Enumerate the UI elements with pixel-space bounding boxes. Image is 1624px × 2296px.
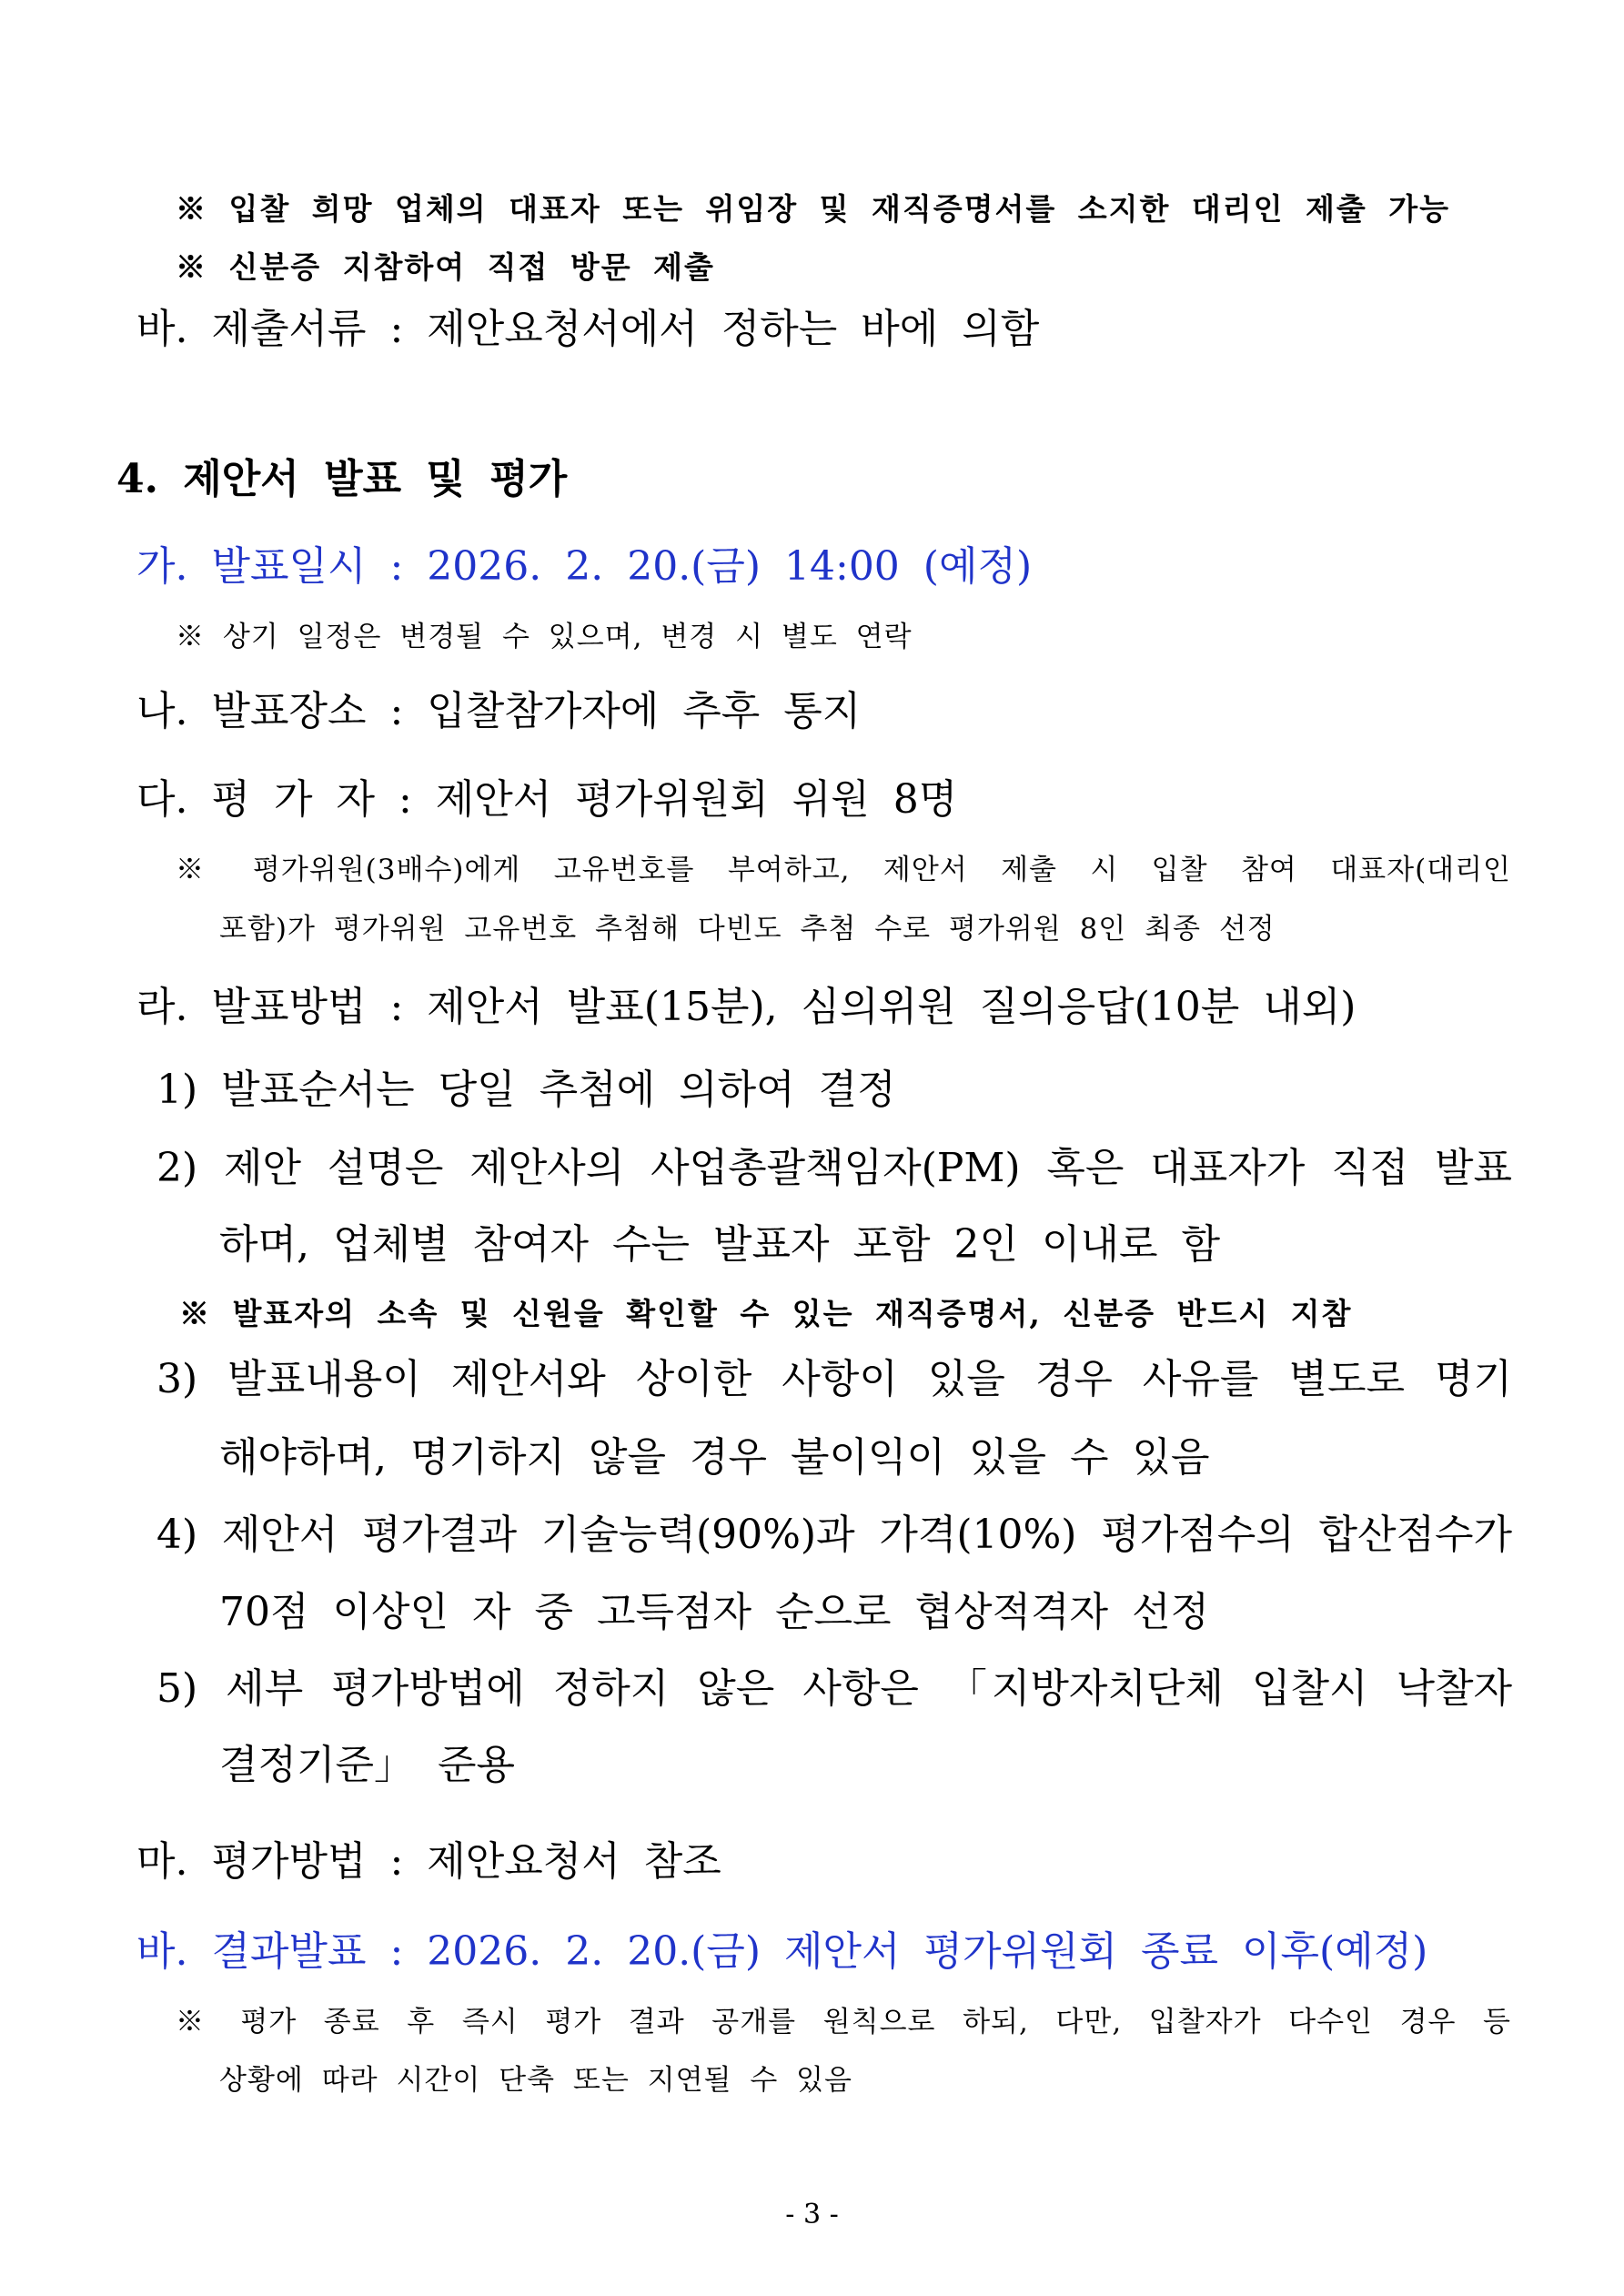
item-submission-documents: 바. 제출서류 : 제안요청서에서 정하는 바에 의함 — [136, 306, 1040, 352]
method-step-3-continued: 해야하며, 명기하지 않을 경우 불이익이 있을 수 있음 — [219, 1434, 1210, 1481]
note-evaluator-selection-continued: 포함)가 평가위원 고유번호 추첨해 다빈도 추첨 수로 평가위원 8인 최종 선정 — [219, 913, 1276, 946]
method-step-1: 1) 발표순서는 당일 추첨에 의하여 결정 — [156, 1067, 896, 1113]
page-number: - 3 - — [785, 2199, 839, 2230]
method-step-2: 2) 제안 설명은 제안사의 사업총괄책임자(PM) 혹은 대표자가 직접 발표 — [156, 1145, 1512, 1191]
note-id-required: ※ 신분증 지참하여 직접 방문 제출 — [176, 249, 715, 285]
method-step-5: 5) 세부 평가방법에 정하지 않은 사항은 「지방자치단체 입찰시 낙찰자 — [156, 1665, 1512, 1712]
note-representative-submission: ※ 입찰 희망 업체의 대표자 또는 위임장 및 재직증명서를 소지한 대리인 제출 가능 — [176, 191, 1450, 227]
item-result-announcement: 바. 결과발표 : 2026. 2. 20.(금) 제안서 평가위원회 종료 이후(예정) — [136, 1928, 1428, 1975]
method-step-5-continued: 결정기준」 준용 — [219, 1742, 516, 1788]
method-step-3: 3) 발표내용이 제안서와 상이한 사항이 있을 경우 사유를 별도로 명기 — [156, 1356, 1512, 1402]
item-presentation-method: 라. 발표방법 : 제안서 발표(15분), 심의위원 질의응답(10분 내외) — [136, 984, 1357, 1030]
note-schedule-change: ※ 상기 일정은 변경될 수 있으며, 변경 시 별도 연락 — [176, 621, 913, 653]
method-step-4-continued: 70점 이상인 자 중 고득점자 순으로 협상적격자 선정 — [219, 1589, 1209, 1635]
item-presentation-place: 나. 발표장소 : 입찰참가자에 추후 통지 — [136, 688, 862, 734]
note-evaluator-selection: ※ 평가위원(3배수)에게 고유번호를 부여하고, 제안서 제출 시 입찰 참여 대표자(대리인 — [176, 854, 1511, 886]
note-result-disclosure: ※ 평가 종료 후 즉시 평가 결과 공개를 원칙으로 하되, 다만, 입찰자가 다수인 경우 등 — [176, 2006, 1511, 2038]
item-evaluators: 다. 평 가 자 : 제안서 평가위원회 위원 8명 — [136, 776, 958, 823]
note-result-disclosure-continued: 상황에 따라 시간이 단축 또는 지연될 수 있음 — [219, 2064, 853, 2097]
method-step-4: 4) 제안서 평가결과 기술능력(90%)과 가격(10%) 평가점수의 합산점수가 — [156, 1512, 1512, 1558]
section-heading: 4. 제안서 발표 및 평가 — [116, 456, 568, 502]
method-step-2-continued: 하며, 업체별 참여자 수는 발표자 포함 2인 이내로 함 — [219, 1221, 1220, 1268]
item-presentation-datetime: 가. 발표일시 : 2026. 2. 20.(금) 14:00 (예정) — [136, 543, 1033, 590]
item-evaluation-method: 마. 평가방법 : 제안요청서 참조 — [136, 1838, 721, 1885]
note-presenter-id: ※ 발표자의 소속 및 신원을 확인할 수 있는 재직증명서, 신분증 반드시 지참 — [179, 1296, 1353, 1331]
